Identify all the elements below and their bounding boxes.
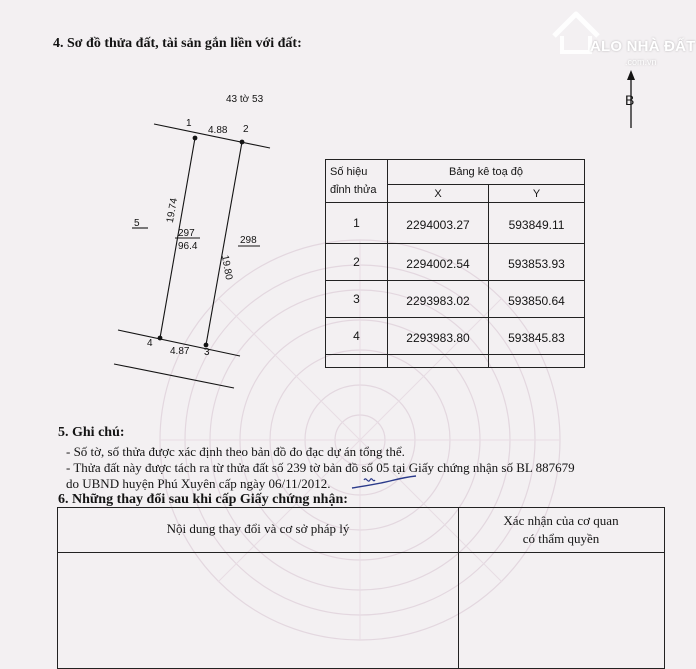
vertex-1-dot: [193, 136, 198, 141]
parcel-right-edge: [206, 142, 242, 345]
row-x: 2293983.02: [388, 281, 489, 318]
section-4-title: 4. Sơ đồ thửa đất, tài sản gắn liền với đất:: [53, 36, 302, 51]
row-y: 593850.64: [489, 281, 585, 318]
changes-confirmation-header: [458, 512, 664, 548]
parcel-number: 297: [178, 228, 195, 239]
vertex-1-label: 1: [186, 118, 192, 129]
table-row: [326, 244, 585, 281]
neighbor-parcel-5: 5: [134, 218, 140, 229]
section-5-title: 5. Ghi chú:: [58, 425, 125, 440]
watermark-brand: ALO NHÀ ĐẤT: [590, 38, 696, 55]
north-label: B: [625, 92, 635, 108]
changes-table: [57, 507, 665, 669]
x-header: X: [388, 185, 489, 203]
y-header: Y: [489, 185, 585, 203]
changes-header-divider: [58, 552, 664, 553]
vertex-header-line1: Số hiệu: [330, 166, 368, 178]
edge-bottom-length: 4.87: [170, 346, 190, 357]
table-row: [326, 318, 585, 355]
vertex-4-dot: [158, 336, 163, 341]
note-line-3: do UBND huyện Phú Xuyên cấp ngày 06/11/2012.: [66, 476, 331, 491]
note-line-1: - Số tờ, số thửa được xác định theo bản đồ đo đạc dự án tổng thể.: [66, 444, 405, 459]
row-y: 593845.83: [489, 318, 585, 355]
edge-top-length: 4.88: [208, 125, 228, 136]
note-line-2: - Thửa đất này được tách ra từ thửa đất số 239 tờ bản đồ số 05 tại Giấy chứng nhận số BL 887679: [66, 460, 575, 475]
row-point: 1: [326, 203, 388, 244]
parcel-area: 96.4: [178, 241, 198, 252]
row-point: 2: [326, 244, 388, 281]
table-row: [326, 203, 585, 244]
row-x: 2294002.54: [388, 244, 489, 281]
site-watermark: [546, 6, 696, 76]
handwritten-initial-mark: [350, 472, 420, 492]
vertex-4-label: 4: [147, 338, 153, 349]
confirmation-header-line1: Xác nhận của cơ quan: [503, 513, 619, 528]
row-point: 3: [326, 281, 388, 318]
row-point: 4: [326, 318, 388, 355]
neighbor-parcel-298: 298: [240, 235, 257, 246]
confirmation-header-line2: có thẩm quyền: [522, 531, 600, 546]
vertex-header-cell: [326, 160, 388, 203]
row-x: 2293983.80: [388, 318, 489, 355]
neighbor-boundary-line: [114, 364, 234, 388]
edge-right-length: 19.80: [218, 254, 235, 281]
row-x: 2294003.27: [388, 203, 489, 244]
row-y: 593853.93: [489, 244, 585, 281]
vertex-header-line2: đỉnh thửa: [330, 184, 377, 196]
parcel-sketch: [100, 110, 280, 400]
vertex-2-dot: [240, 140, 245, 145]
edge-left-length: 19.74: [164, 197, 181, 224]
vertex-2-label: 2: [243, 124, 249, 135]
coordinate-table: [325, 159, 585, 368]
table-row: [326, 281, 585, 318]
changes-content-header: Nội dung thay đổi và cơ sở pháp lý: [166, 521, 350, 536]
vertex-3-label: 3: [204, 347, 210, 358]
map-sheet-label: 43 tờ 53: [226, 94, 264, 105]
watermark-domain: .com.vn: [625, 57, 657, 67]
section-6-title: 6. Những thay đổi sau khi cấp Giấy chứng nhận:: [58, 492, 348, 507]
row-y: 593849.11: [489, 203, 585, 244]
coord-table-title: Bảng kê toạ độ: [388, 160, 585, 185]
table-row-empty: [326, 355, 585, 368]
